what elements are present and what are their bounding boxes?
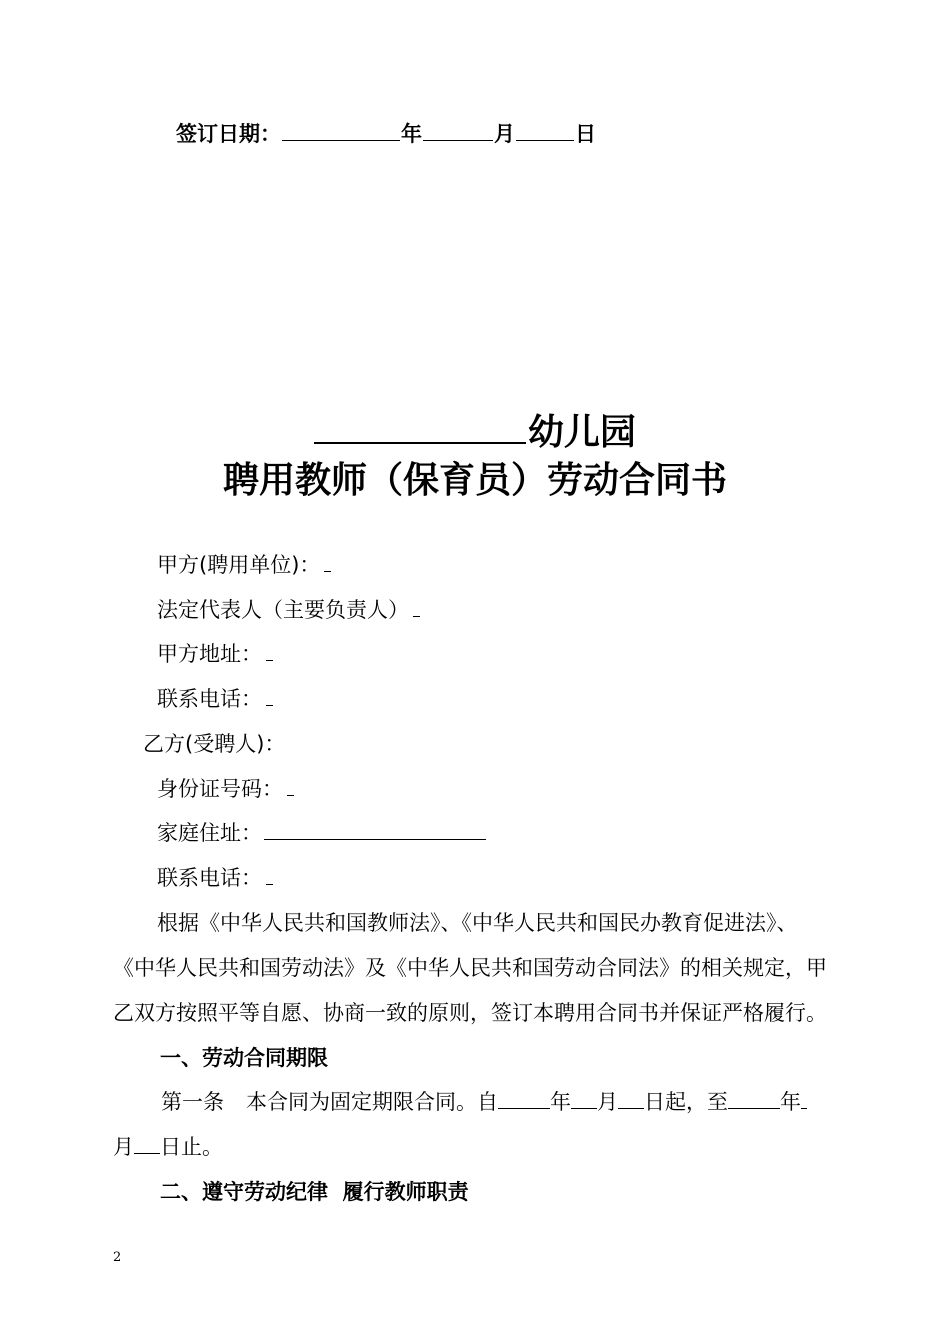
page-number: 2 [113,1250,122,1265]
preamble-line2: 《中华人民共和国劳动法》及《中华人民共和国劳动合同法》的相关规定，甲 [113,956,827,980]
party-a-label: 甲方(聘用单位)： [157,553,321,577]
article1-line2 [113,1131,223,1161]
end-year-blank [728,1088,780,1109]
id-number-label: 身份证号码： [157,777,283,801]
party-a-address-blank [266,642,273,661]
legal-rep-blank [413,598,420,617]
article1-text: 本合同为固定期限合同。自 [246,1090,498,1114]
party-b-phone-blank [266,866,273,885]
article1-label: 第一条 [161,1090,224,1114]
signing-date-label: 签订日期： [176,122,281,146]
signing-day-blank [516,122,574,141]
party-a-phone-label: 联系电话： [157,687,262,711]
end-day-label: 日止。 [160,1135,223,1159]
party-a-phone-field [157,683,273,713]
preamble-line1: 根据《中华人民共和国教师法》、《中华人民共和国民办教育促进法》、 [157,911,798,935]
home-address-blank [264,821,486,840]
start-day-label: 日起，至 [644,1090,728,1114]
section1-heading: 一、劳动合同期限 [160,1046,328,1070]
document-title-line1 [0,404,950,455]
document-title-line2: 聘用教师（保育员）劳动合同书 [222,460,727,501]
article1-line1 [161,1086,807,1116]
signing-year-label: 年 [401,122,422,146]
id-number-field [157,773,294,803]
kindergarten-suffix: 幼儿园 [527,412,636,453]
preamble-line3: 乙双方按照平等自愿、协商一致的原则，签订本聘用合同书并保证严格履行。 [113,1001,827,1025]
start-month-label: 月 [597,1090,618,1114]
party-b-phone-label: 联系电话： [157,866,262,890]
signing-day-label: 日 [575,122,596,146]
party-b-field [143,728,285,758]
end-month-label: 月 [113,1135,134,1159]
end-year-label: 年 [780,1090,801,1114]
party-b-phone-field [157,862,273,892]
home-address-field [157,817,486,847]
legal-rep-field [157,594,420,624]
start-year-blank [498,1088,550,1109]
start-year-label: 年 [550,1090,571,1114]
signing-month-blank [423,122,493,141]
home-address-label: 家庭住址： [157,821,262,845]
party-a-field [157,549,331,579]
end-year-trailing-blank [801,1088,807,1109]
end-day-blank [134,1133,160,1154]
party-a-address-label: 甲方地址： [157,642,262,666]
kindergarten-name-blank [314,408,526,444]
id-number-blank [287,777,294,796]
party-a-blank [324,553,331,572]
signing-month-label: 月 [494,122,515,146]
start-day-blank [618,1088,644,1109]
signing-year-blank [282,122,400,141]
signing-date-line [176,118,596,148]
party-a-phone-blank [266,687,273,706]
party-a-address-field [157,638,273,668]
start-month-blank [571,1088,597,1109]
legal-rep-label: 法定代表人（主要负责人） [157,598,409,622]
section2-heading: 二、遵守劳动纪律 履行教师职责 [160,1180,469,1204]
party-b-label: 乙方(受聘人)： [143,732,286,756]
